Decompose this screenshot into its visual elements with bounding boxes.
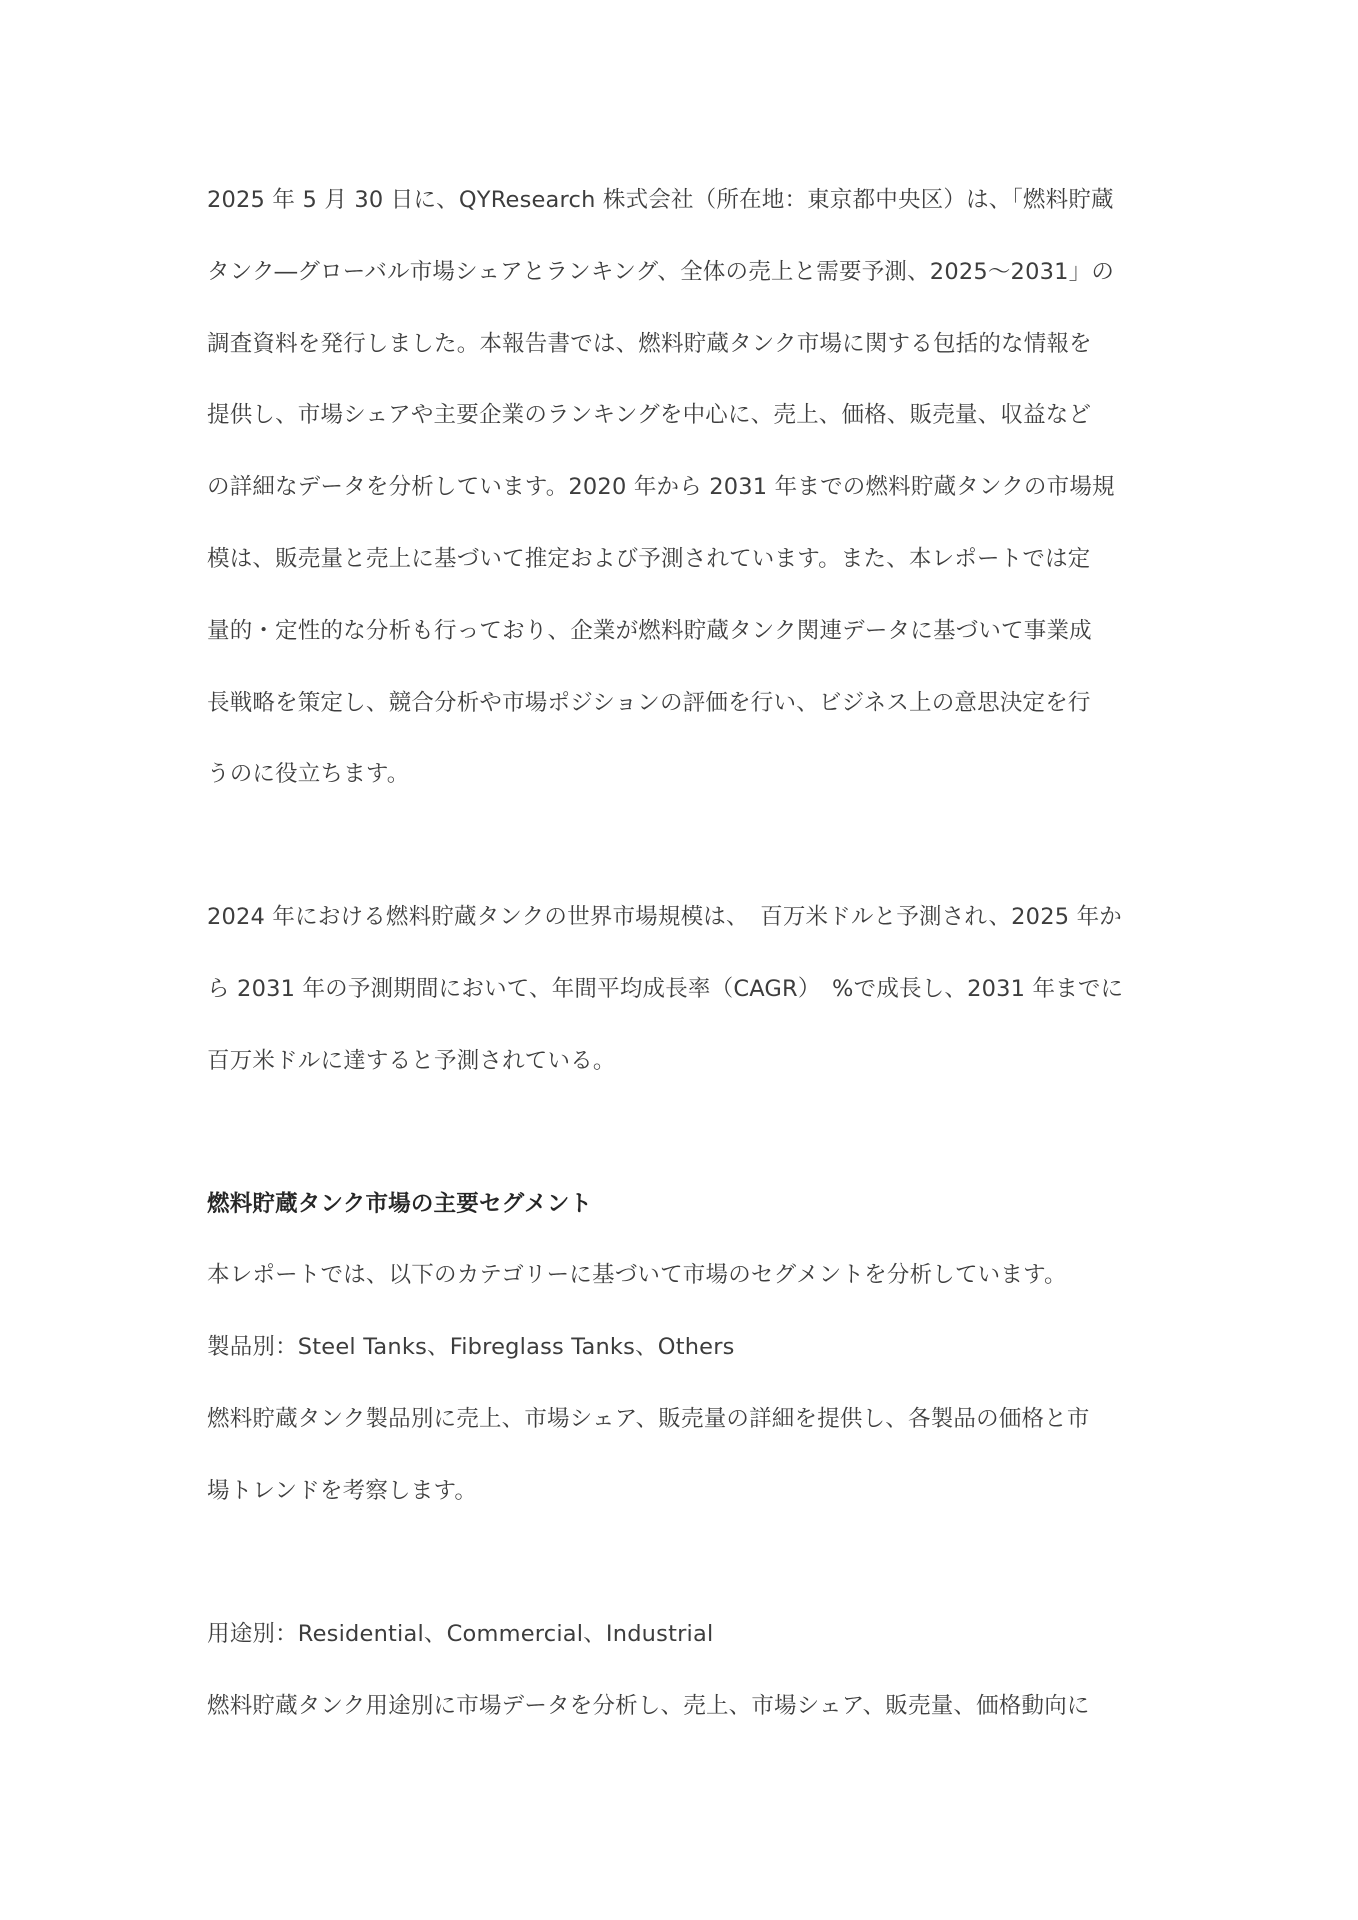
paragraph-1-line-5: の詳細なデータを分析しています。2020 年から 2031 年までの燃料貯蔵タンクの市場規 <box>207 474 1115 500</box>
paragraph-1-line-4: 提供し、市場シェアや主要企業のランキングを中心に、売上、価格、販売量、収益など <box>207 402 1092 428</box>
paragraph-1-line-3: 調査資料を発行しました。本報告書では、燃料貯蔵タンク市場に関する包括的な情報を <box>207 331 1092 357</box>
segments-intro: 本レポートでは、以下のカテゴリーに基づいて市場のセグメントを分析しています。 <box>207 1262 1067 1288</box>
paragraph-1-line-1: 2025 年 5 月 30 日に、QYResearch 株式会社（所在地：東京都中央区）は、「燃料貯蔵 <box>207 187 1114 213</box>
segment-by-product: 製品別：Steel Tanks、Fibreglass Tanks、Others <box>207 1334 735 1360</box>
paragraph-1-line-6: 模は、販売量と売上に基づいて推定および予測されています。また、本レポートでは定 <box>207 546 1091 572</box>
paragraph-2-line-2: ら 2031 年の予測期間において、年間平均成長率（CAGR） %で成長し、2031 年までに <box>207 976 1124 1002</box>
segments-heading: 燃料貯蔵タンク市場の主要セグメント <box>207 1191 593 1217</box>
paragraph-2-line-3: 百万米ドルに達すると予測されている。 <box>207 1048 616 1074</box>
segment-by-application-desc-line-1: 燃料貯蔵タンク用途別に市場データを分析し、売上、市場シェア、販売量、価格動向に <box>207 1693 1090 1719</box>
paragraph-1-line-2: タンク―グローバル市場シェアとランキング、全体の売上と需要予測、2025～2031」の <box>207 259 1115 285</box>
paragraph-2-line-1: 2024 年における燃料貯蔵タンクの世界市場規模は、 百万米ドルと予測され、2025 年か <box>207 904 1122 930</box>
paragraph-1-line-7: 量的・定性的な分析も行っており、企業が燃料貯蔵タンク関連データに基づいて事業成 <box>207 618 1092 644</box>
segment-by-application: 用途別：Residential、Commercial、Industrial <box>207 1621 714 1647</box>
segment-by-product-desc-line-1: 燃料貯蔵タンク製品別に売上、市場シェア、販売量の詳細を提供し、各製品の価格と市 <box>207 1406 1090 1432</box>
paragraph-1-line-8: 長戦略を策定し、競合分析や市場ポジションの評価を行い、ビジネス上の意思決定を行 <box>207 690 1091 716</box>
segment-by-product-desc-line-2: 場トレンドを考察します。 <box>207 1478 478 1504</box>
paragraph-1-line-9: うのに役立ちます。 <box>207 761 410 787</box>
